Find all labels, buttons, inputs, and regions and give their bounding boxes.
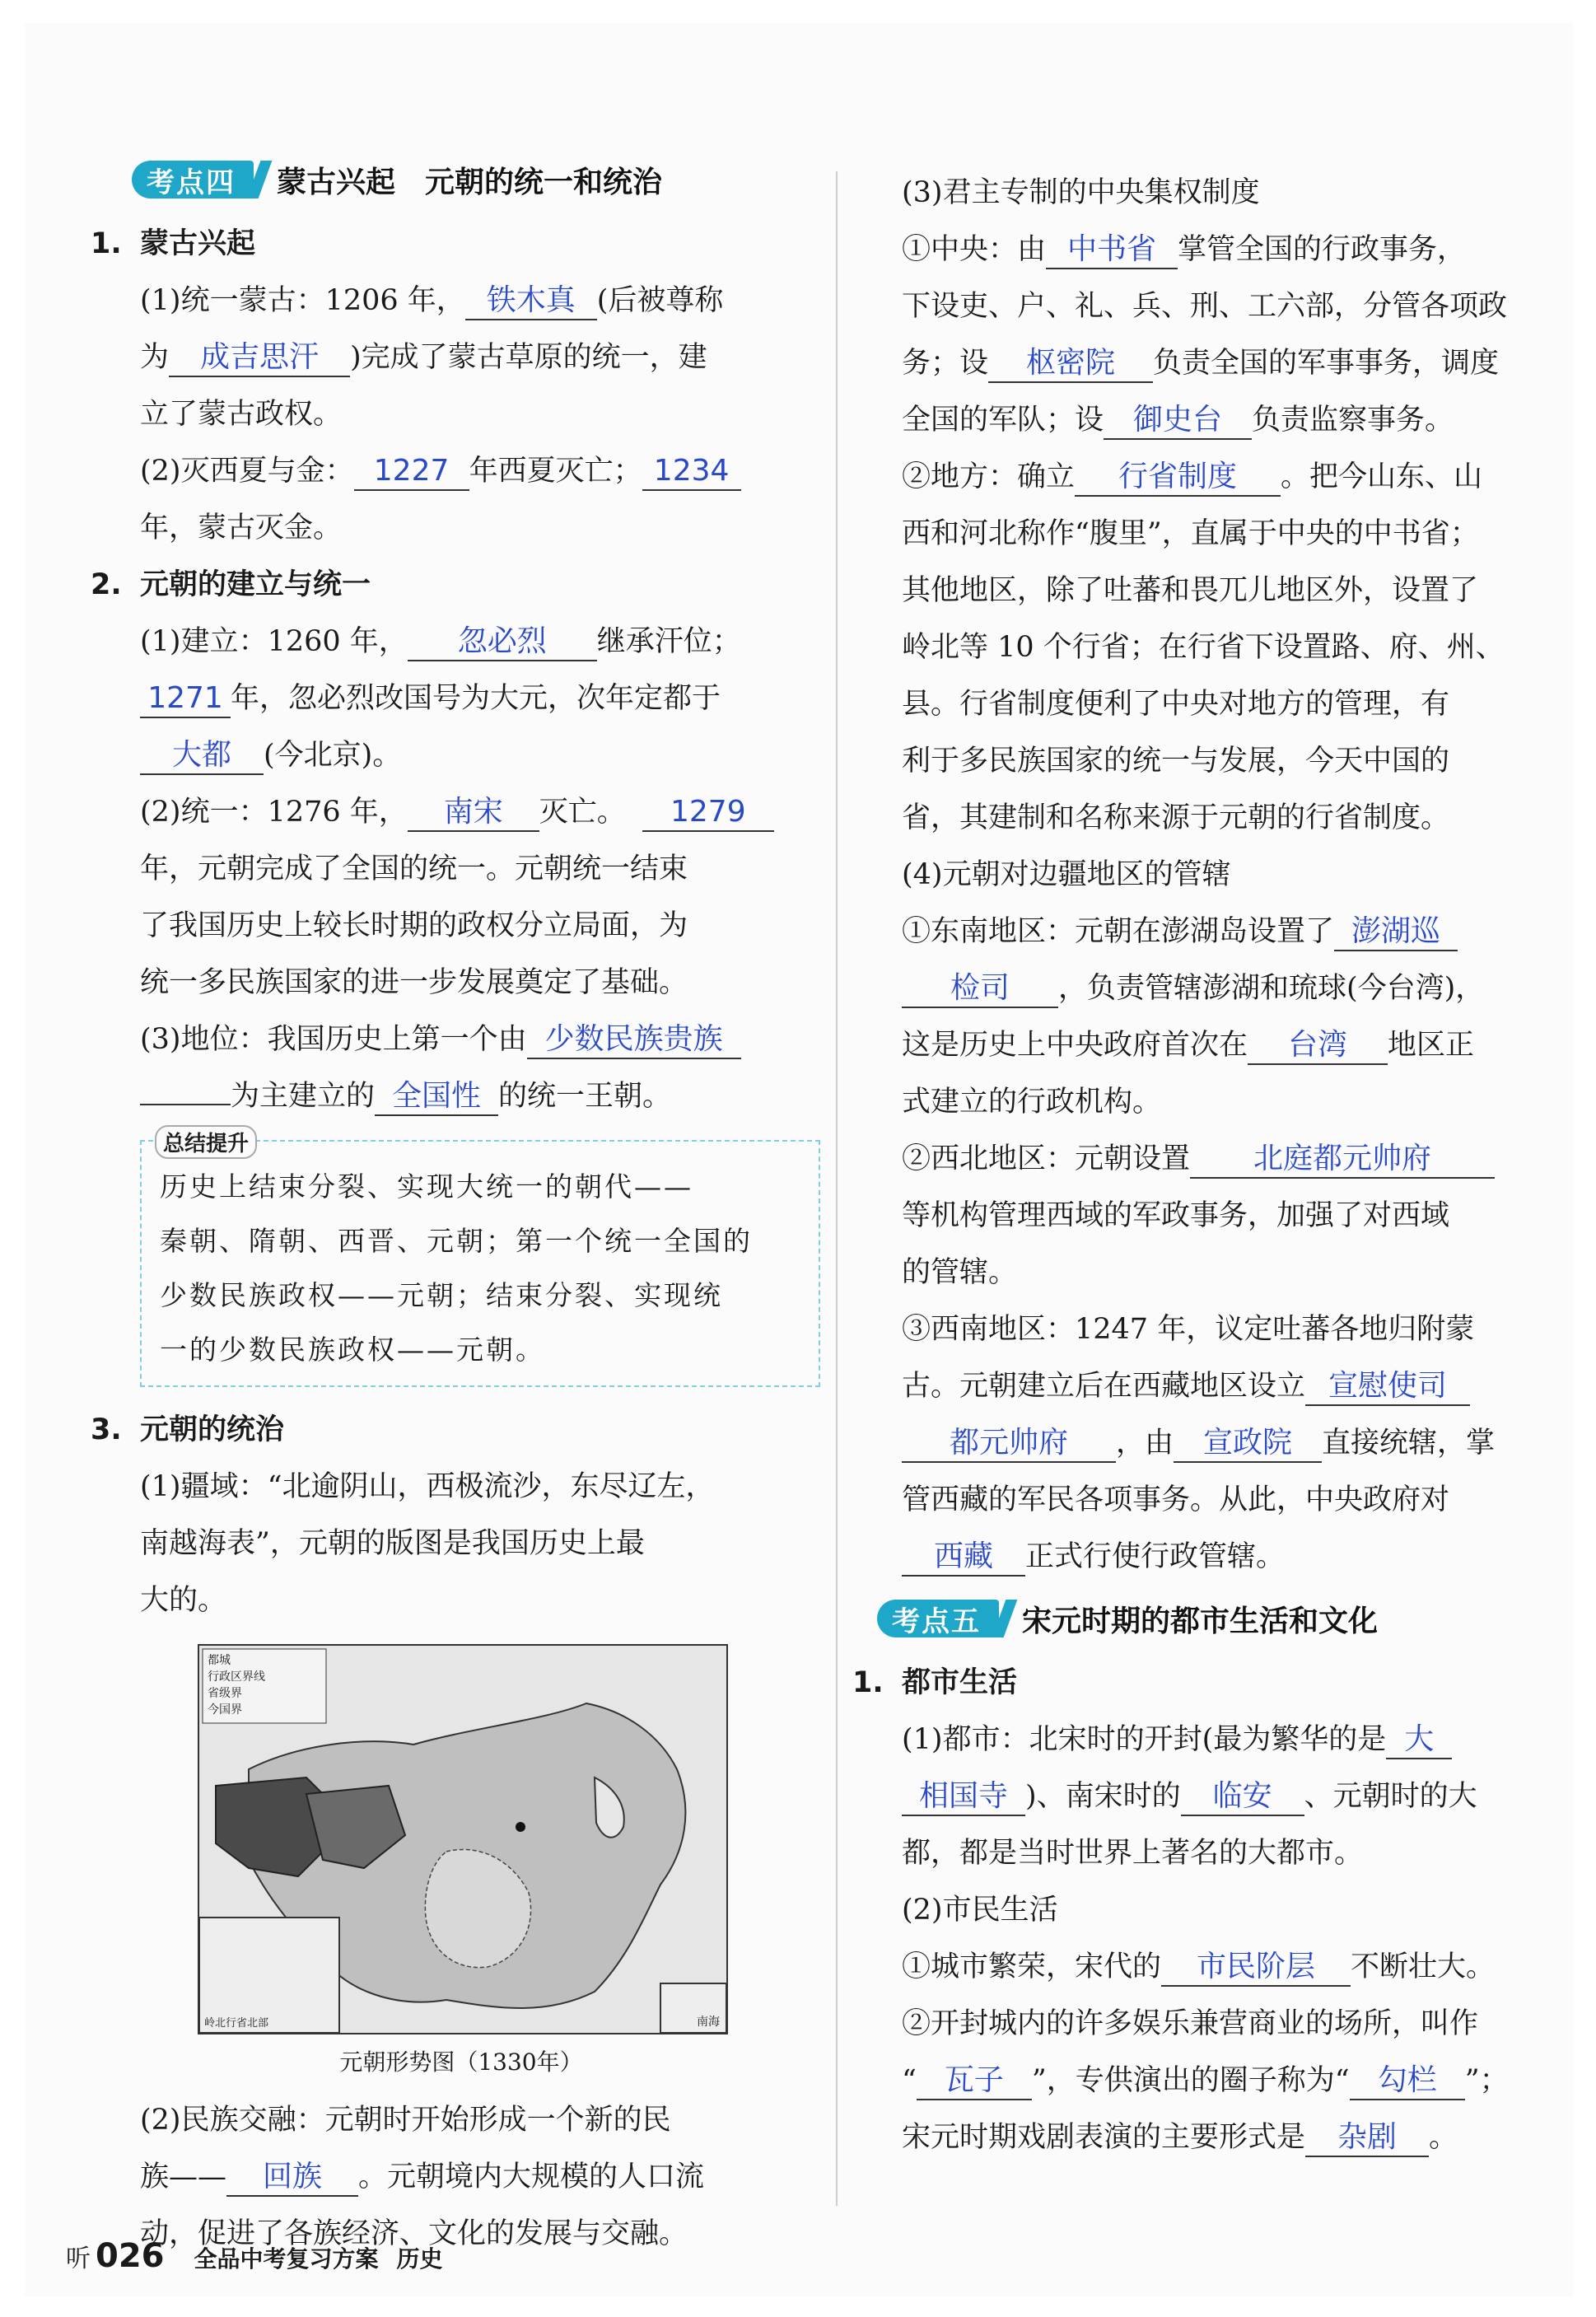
text: 不断壮大。 [1351, 1950, 1496, 1983]
text: ”； [1464, 2064, 1509, 2097]
page-footer [66, 2237, 443, 2275]
text: 岭北等 10 个行省；在行省下设置路、府、州、 [902, 631, 1505, 664]
text: ②开封城内的许多娱乐兼营商业的场所，叫作 [902, 2007, 1479, 2040]
text: (2)市民生活 [902, 1894, 1058, 1927]
text: ②地方：确立 [902, 460, 1076, 493]
answer-blank[interactable] [140, 1104, 231, 1105]
text: 年，蒙古灭金。 [140, 512, 343, 544]
text: 省，其建制和名称来源于元朝的行省制度。 [902, 801, 1450, 834]
answer-blank[interactable]: 市民阶层 [1161, 1949, 1351, 1987]
yuan-dynasty-map [198, 1644, 728, 2034]
text: 掌管全国的行政事务， [1178, 233, 1467, 266]
text: ，负责管辖澎湖和琉球(今台湾)， [1058, 972, 1485, 1005]
text: (后被尊称 [596, 284, 724, 317]
text: 县。行省制度便利了中央对地方的管理，有 [902, 688, 1450, 721]
text: )、南宋时的 [1025, 1780, 1181, 1813]
text: ”，专供演出的圈子称为“ [1031, 2064, 1350, 2097]
text: 其他地区，除了吐蕃和畏兀儿地区外，设置了 [902, 574, 1479, 607]
answer-blank[interactable]: 临安 [1181, 1778, 1304, 1816]
answer-blank[interactable]: 成吉思汗 [169, 339, 350, 377]
text: 式建立的行政机构。 [902, 1086, 1162, 1119]
answer-blank[interactable]: 全国性 [375, 1078, 498, 1116]
section4-tag: 考点四 [132, 161, 254, 199]
summary-line: 一的少数民族政权——元朝。 [160, 1334, 545, 1366]
text: 年，忽必烈改国号为大元，次年定都于 [231, 682, 721, 715]
text: 。 [1429, 2121, 1458, 2154]
section5-heading [877, 1594, 1544, 1643]
footer-ting: 听 [66, 2245, 91, 2273]
text: 大的。 [140, 1584, 227, 1617]
answer-blank[interactable]: 大都 [140, 737, 264, 775]
answer-blank[interactable]: 1279 [642, 794, 774, 832]
text: 了我国历史上较长时期的政权分立局面，为 [140, 909, 688, 942]
text: (1)都市：北宋时的开封(最为繁华的是 [902, 1723, 1387, 1756]
answer-blank[interactable]: 瓦子 [917, 2062, 1032, 2100]
text: 直接统辖，掌 [1322, 1427, 1496, 1460]
text: (1)建立：1260 年， [140, 625, 408, 658]
summary-line: 历史上结束分裂、实现大统一的朝代—— [160, 1170, 693, 1203]
section4-title: 蒙古兴起 元朝的统一和统治 [277, 165, 663, 199]
legend-item: 行政区界线 [208, 1670, 265, 1684]
answer-blank[interactable]: 台湾 [1248, 1027, 1388, 1065]
text: 的统一王朝。 [498, 1080, 672, 1113]
item-number: 1. [852, 1666, 884, 1699]
text: 灭亡。 [539, 796, 626, 829]
text: ①东南地区：元朝在澎湖岛设置了 [902, 915, 1335, 948]
text: ，由 [1116, 1427, 1174, 1460]
text: (3)地位：我国历史上第一个由 [140, 1023, 527, 1056]
summary-box [140, 1132, 820, 1387]
text: 管西藏的军民各项事务。从此，中央政府对 [902, 1483, 1450, 1516]
subject-label: 历史 [396, 2245, 443, 2273]
legend-item: 省级界 [208, 1687, 242, 1700]
text: 、元朝时的大 [1304, 1780, 1477, 1813]
text: 的管辖。 [902, 1256, 1018, 1289]
item-number: 2. [91, 568, 122, 601]
summary-line: 少数民族政权——元朝；结束分裂、实现统 [160, 1279, 723, 1311]
legend-item: 都城 [208, 1654, 231, 1667]
column-divider [836, 171, 838, 2206]
text: 全国的军队；设 [902, 404, 1104, 437]
text: 年，元朝完成了全国的统一。元朝统一结束 [140, 853, 688, 885]
item-heading: 都市生活 [902, 1666, 1018, 1699]
text: 古。元朝建立后在西藏地区设立 [902, 1370, 1306, 1403]
item-heading: 元朝的建立与统一 [140, 568, 371, 601]
text: 年西夏灭亡； [469, 455, 642, 488]
text: (今北京)。 [264, 739, 402, 772]
section4-heading [132, 155, 824, 204]
section5-title: 宋元时期的都市生活和文化 [1022, 1604, 1379, 1638]
item-heading: 蒙古兴起 [140, 227, 256, 260]
text: 等机构管理西域的军政事务，加强了对西域 [902, 1199, 1450, 1232]
map-inset-label: 岭北行省北部 [204, 2017, 269, 2030]
section5-tag: 考点五 [877, 1600, 999, 1637]
map-legend-text [208, 1652, 265, 1718]
text: 。元朝境内大规模的人口流 [358, 2161, 705, 2193]
text: (2)灭西夏与金： [140, 455, 354, 488]
text: ①中央：由 [902, 233, 1047, 266]
text: ③西南地区：1247 年，议定吐蕃各地归附蒙 [902, 1313, 1475, 1346]
answer-blank[interactable]: 大 [1386, 1721, 1452, 1759]
text: 。把今山东、山 [1281, 460, 1483, 493]
text: 西和河北称作“腹里”，直属于中央的中书省； [902, 517, 1479, 550]
map-illustration [199, 1646, 726, 2033]
item-heading: 元朝的统治 [140, 1413, 285, 1446]
answer-blank[interactable]: 1271 [140, 680, 231, 718]
text: )完成了蒙古草原的统一，建 [350, 341, 707, 374]
answer-blank[interactable]: 南宋 [408, 794, 539, 832]
text: 族—— [140, 2161, 227, 2193]
answer-blank[interactable]: 杂剧 [1305, 2119, 1429, 2157]
answer-blank[interactable]: 检司 [902, 970, 1058, 1008]
text: 负责监察事务。 [1252, 404, 1454, 437]
answer-blank[interactable]: 铁木真 [465, 283, 597, 320]
text: 继承汗位； [596, 625, 741, 658]
answer-blank[interactable]: 忽必烈 [408, 624, 597, 661]
text: 利于多民族国家的统一与发展，今天中国的 [902, 745, 1450, 778]
right-column [852, 165, 1544, 2166]
text: 这是历史上中央政府首次在 [902, 1029, 1248, 1062]
text: 负责全国的军事事务，调度 [1153, 347, 1500, 380]
text: (1)疆域：“北逾阴山，西极流沙，东尽辽左， [140, 1470, 715, 1503]
text: ②西北地区：元朝设置 [902, 1142, 1191, 1175]
item-number: 1. [91, 227, 122, 260]
answer-blank[interactable]: 都元帅府 [902, 1425, 1116, 1463]
answer-blank[interactable]: 勾栏 [1350, 2062, 1465, 2100]
answer-blank[interactable]: 宣政院 [1174, 1425, 1322, 1463]
answer-blank[interactable]: 枢密院 [988, 345, 1153, 383]
answer-blank[interactable]: 北庭都元帅府 [1190, 1141, 1495, 1179]
capital-marker [516, 1822, 525, 1832]
answer-blank[interactable]: 西藏 [902, 1539, 1025, 1577]
text: 宋元时期戏剧表演的主要形式是 [902, 2121, 1306, 2154]
answer-blank[interactable]: 1227 [354, 453, 469, 491]
summary-line: 秦朝、隋朝、西晋、元朝；第一个统一全国的 [160, 1225, 753, 1257]
answer-blank[interactable]: 宣慰使司 [1305, 1368, 1470, 1406]
summary-label: 总结提升 [155, 1125, 257, 1159]
text: ①城市繁荣，宋代的 [902, 1950, 1162, 1983]
text: 统一多民族国家的进一步发展奠定了基础。 [140, 966, 688, 999]
text: (3)君主专制的中央集权制度 [902, 176, 1260, 209]
text: (2)民族交融：元朝时开始形成一个新的民 [140, 2104, 671, 2137]
answer-blank[interactable]: 相国寺 [902, 1778, 1025, 1816]
answer-blank[interactable]: 回族 [226, 2159, 358, 2197]
book-title: 全品中考复习方案 [194, 2245, 379, 2273]
answer-blank[interactable]: 少数民族贵族 [527, 1021, 741, 1059]
text: “ [902, 2064, 917, 2097]
page-number: 026 [96, 2237, 165, 2275]
map-corner-label: 南海 [697, 2016, 720, 2029]
map-caption: 元朝形势图（1330年） [339, 2048, 583, 2076]
text: 都，都是当时世界上著名的大都市。 [902, 1837, 1364, 1870]
text: 立了蒙古政权。 [140, 398, 343, 431]
page [25, 23, 1573, 2296]
legend-item: 今国界 [208, 1703, 242, 1717]
text: 南越海表”，元朝的版图是我国历史上最 [140, 1527, 645, 1560]
text: 下设吏、户、礼、兵、刑、工六部，分管各项政 [902, 290, 1508, 323]
text: 为主建立的 [231, 1080, 376, 1113]
text: (1)统一蒙古：1206 年， [140, 284, 465, 317]
text: (2)统一：1276 年， [140, 796, 408, 829]
text: 动，促进了各族经济、文化的发展与交融。 [140, 2217, 688, 2250]
text: 正式行使行政管辖。 [1025, 1540, 1286, 1573]
answer-blank[interactable]: 1234 [642, 453, 741, 491]
text: (4)元朝对边疆地区的管辖 [902, 858, 1231, 891]
item-number: 3. [91, 1413, 122, 1446]
answer-blank[interactable]: 御史台 [1104, 402, 1252, 440]
answer-blank[interactable]: 澎湖巡 [1334, 913, 1458, 951]
text: 务；设 [902, 347, 989, 380]
text: 地区正 [1388, 1029, 1475, 1062]
answer-blank[interactable]: 行省制度 [1075, 459, 1281, 497]
text: 为 [140, 341, 170, 374]
answer-blank[interactable]: 中书省 [1046, 231, 1178, 269]
